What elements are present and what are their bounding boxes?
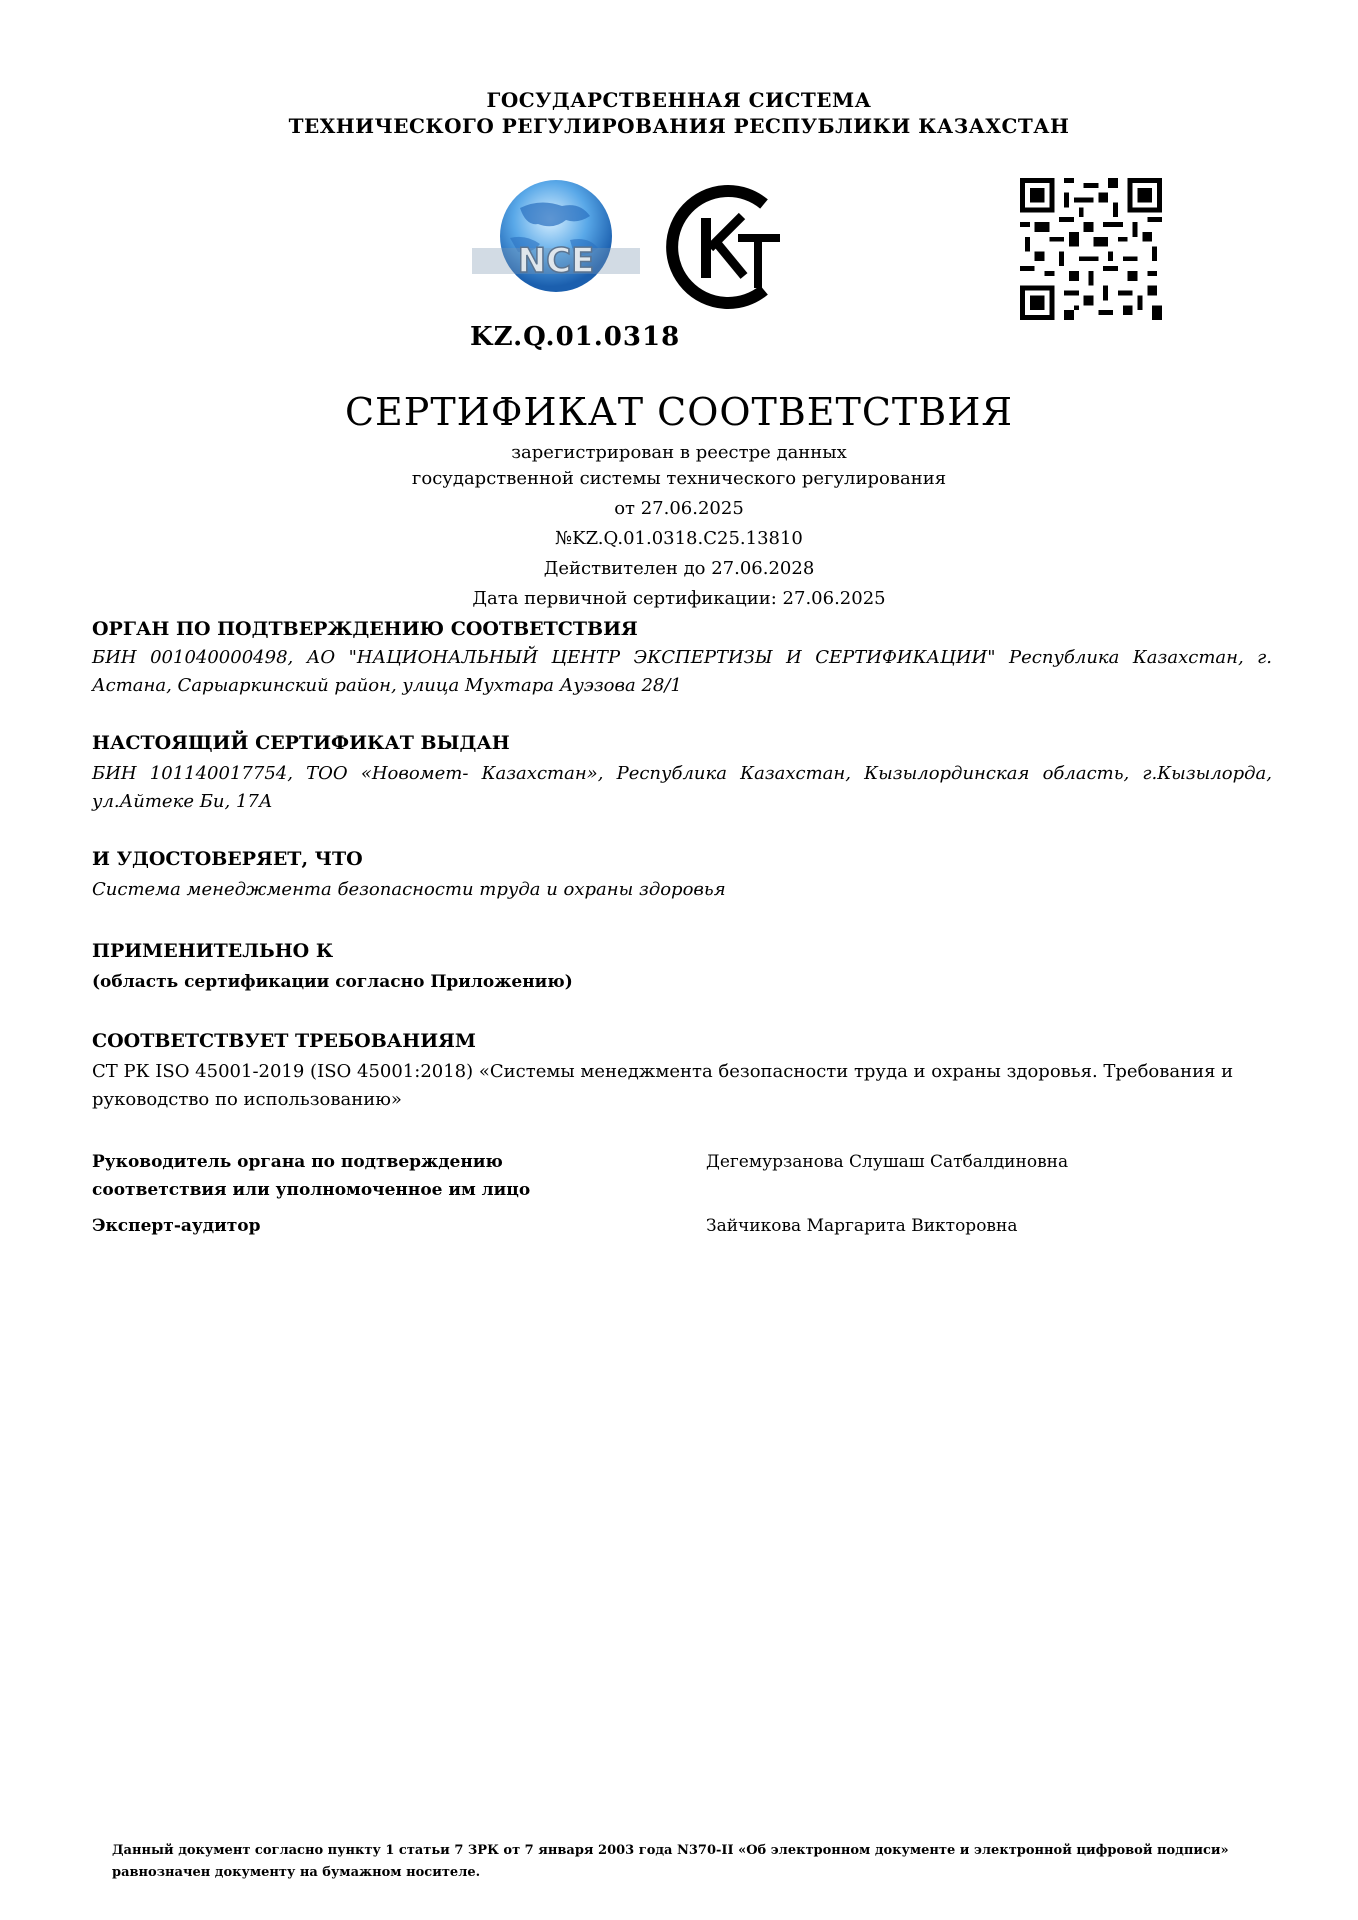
certificate-number: №KZ.Q.01.0318.С25.13810	[555, 528, 803, 549]
registry-line-2: государственной системы технического регулирования	[411, 468, 947, 489]
complies-text: СТ РК ISO 45001-2019 (ISO 45001:2018) «Системы менеджмента безопасности труда и охраны здоровья. Требования и руководство по использованию»	[92, 1061, 1234, 1110]
issued-text: БИН 101140017754, ТОО «Новомет- Казахстан», Республика Казахстан, Кызылординская область, г.Кызылорда, ул.Айтеке Би, 17А	[92, 763, 1272, 812]
header-line-1: ГОСУДАРСТВЕННАЯ СИСТЕМА	[486, 88, 872, 112]
head-signatory-name: Дегемурзанова Слушаш Сатбалдиновна	[706, 1152, 1069, 1172]
head-signatory-label: Руководитель органа по подтверждению соответствия или уполномоченное им лицо	[92, 1152, 531, 1200]
valid-until: Действителен до 27.06.2028	[543, 558, 815, 579]
applicable-heading: ПРИМЕНИТЕЛЬНО К	[92, 940, 334, 962]
certifies-heading: И УДОСТОВЕРЯЕТ, ЧТО	[92, 848, 363, 870]
ncs-logo-text: NCE	[517, 241, 595, 281]
organ-text: БИН 001040000498, АО "НАЦИОНАЛЬНЫЙ ЦЕНТР ЭКСПЕРТИЗЫ И СЕРТИФИКАЦИИ" Республика Казахстан, г. Астана, Сарыаркинский район, улица Мухтара Ауэзова 28/1	[92, 647, 1272, 696]
issued-heading: НАСТОЯЩИЙ СЕРТИФИКАТ ВЫДАН	[92, 732, 510, 754]
page-title: СЕРТИФИКАТ СООТВЕТСТВИЯ	[344, 390, 1014, 434]
footer-note: Данный документ согласно пункту 1 статьи 7 ЗРК от 7 января 2003 года N370-II «Об электронном документе и электронной цифровой подписи» равнозначен документу на бумажном носителе.	[112, 1843, 1229, 1880]
certifies-text: Система менеджмента безопасности труда и охраны здоровья	[92, 879, 726, 900]
complies-heading: СООТВЕТСТВУЕТ ТРЕБОВАНИЯМ	[92, 1030, 476, 1052]
expert-label: Эксперт-аудитор	[92, 1216, 261, 1236]
primary-certification-date: Дата первичной сертификации: 27.06.2025	[472, 588, 886, 609]
header-line-2: ТЕХНИЧЕСКОГО РЕГУЛИРОВАНИЯ РЕСПУБЛИКИ КАЗАХСТАН	[288, 114, 1070, 138]
kz-conformity-mark-icon	[664, 178, 790, 316]
qr-code-icon	[1020, 178, 1162, 320]
expert-name: Зайчикова Маргарита Викторовна	[706, 1216, 1018, 1236]
organ-heading: ОРГАН ПО ПОДТВЕРЖДЕНИЮ СООТВЕТСТВИЯ	[92, 618, 638, 640]
registry-date: от 27.06.2025	[614, 498, 744, 519]
ncs-logo-icon	[470, 178, 642, 296]
accreditation-code: KZ.Q.01.0318	[470, 322, 681, 352]
applicable-text: (область сертификации согласно Приложению)	[92, 972, 573, 992]
registry-line-1: зарегистрирован в реестре данных	[511, 442, 847, 463]
